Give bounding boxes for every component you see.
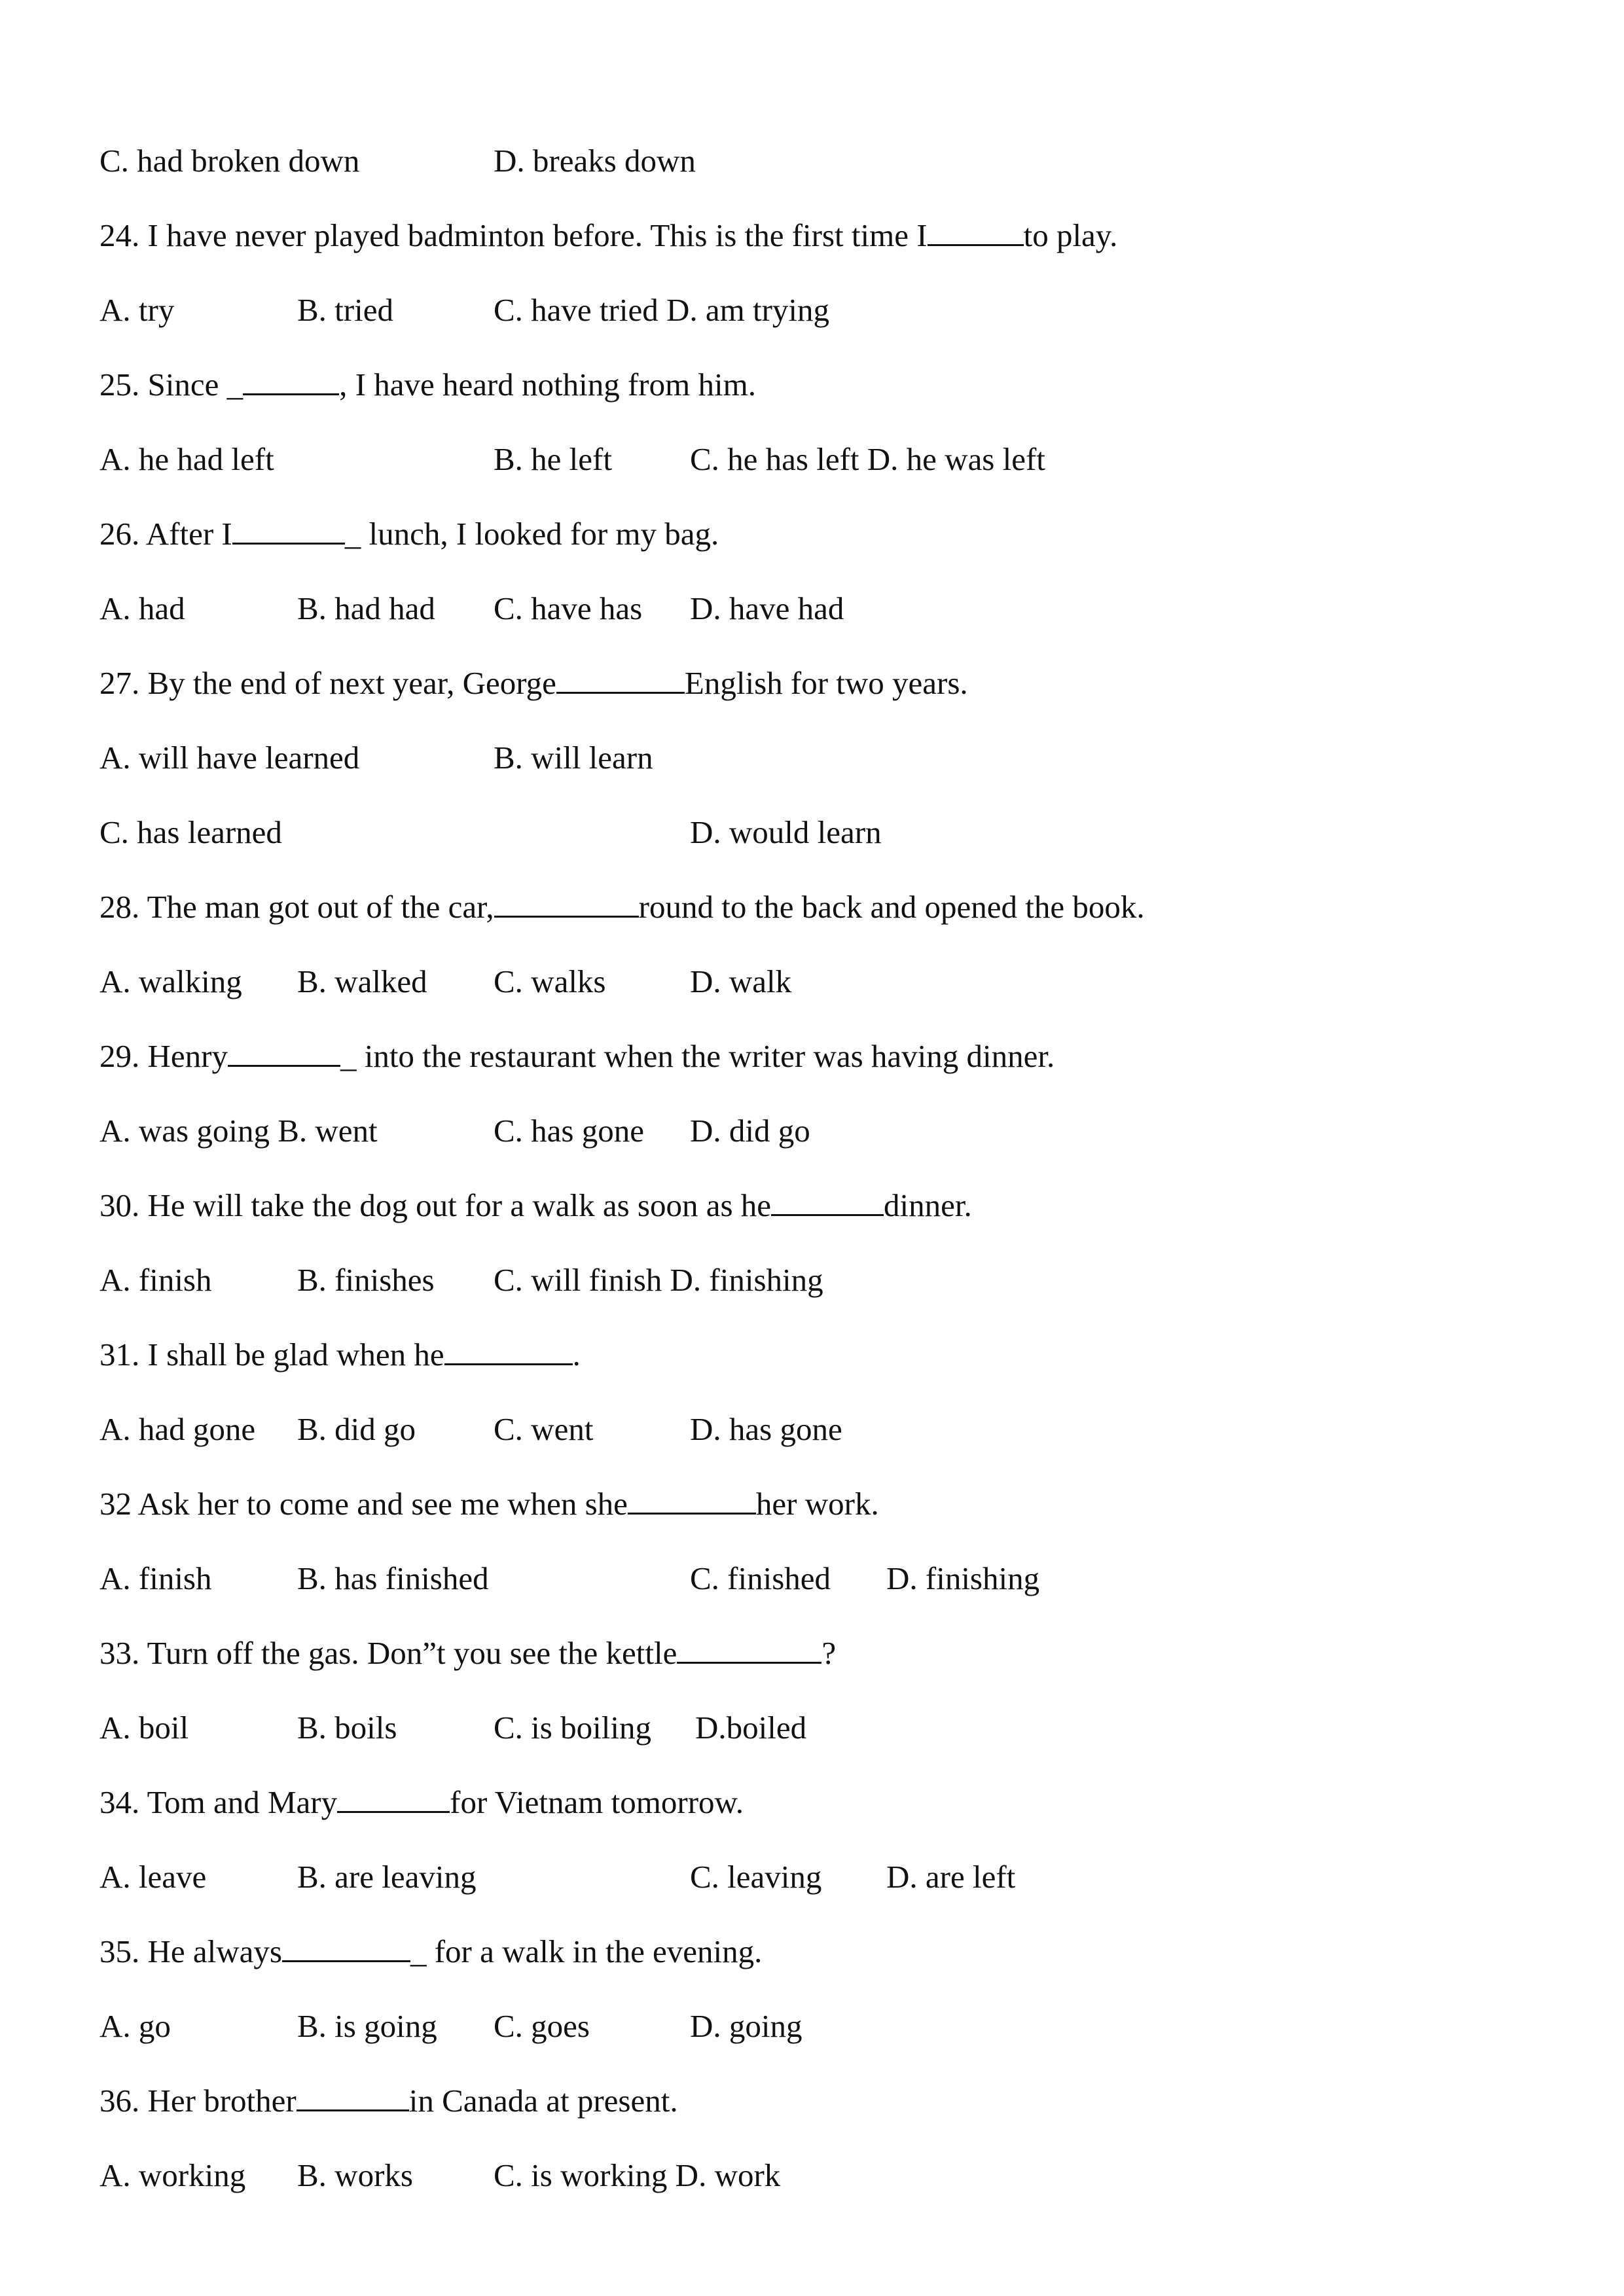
answer-option[interactable]: A. go (99, 2008, 171, 2044)
question-34-options-row-1 (99, 1857, 1147, 1897)
question-36-options-row-1 (99, 2156, 1147, 2195)
question-text: 34. Tom and Mary (99, 1784, 338, 1820)
question-text: 25. Since _ (99, 367, 244, 403)
question-30-options-row-1 (99, 1261, 1147, 1300)
answer-option[interactable]: B. tried (297, 292, 393, 328)
answer-blank[interactable] (928, 218, 1024, 246)
question-29-stem (99, 1037, 1055, 1076)
answer-blank[interactable] (494, 889, 639, 918)
answer-option[interactable]: A. leave (99, 1859, 207, 1895)
answer-blank[interactable] (556, 666, 685, 694)
answer-blank[interactable] (677, 1636, 821, 1664)
answer-option[interactable]: B. has finished (297, 1560, 489, 1596)
question-27-stem (99, 664, 968, 703)
question-text: 26. After I (99, 516, 232, 552)
answer-option[interactable]: A. boil (99, 1710, 189, 1746)
answer-option[interactable]: D.boiled (695, 1710, 807, 1746)
question-36-stem (99, 2081, 678, 2121)
question-text: 27. By the end of next year, George (99, 665, 556, 701)
answer-option[interactable]: C. leaving (690, 1859, 822, 1895)
question-text: round to the back and opened the book. (638, 889, 1145, 925)
question-34-stem (99, 1783, 744, 1822)
question-24-options-row-1 (99, 291, 1147, 330)
answer-option[interactable]: B. boils (297, 1710, 397, 1746)
answer-option[interactable]: D. walk (690, 963, 792, 999)
answer-option[interactable]: D. going (690, 2008, 803, 2044)
question-25-options-row-1 (99, 440, 1147, 479)
answer-option[interactable]: C. have has (494, 590, 643, 626)
question-text: 28. The man got out of the car, (99, 889, 494, 925)
answer-option[interactable]: C. goes (494, 2008, 590, 2044)
question-text: 24. I have never played badminton before. This is the first time I (99, 217, 928, 253)
answer-option[interactable]: C. has gone (494, 1113, 644, 1149)
question-text: dinner. (884, 1187, 972, 1223)
answer-blank[interactable] (771, 1188, 884, 1216)
question-33-options-row-1 (99, 1708, 1147, 1748)
question-text: for Vietnam tomorrow. (450, 1784, 744, 1820)
question-31-stem (99, 1335, 581, 1374)
answer-blank[interactable] (444, 1337, 573, 1365)
answer-option[interactable]: C. went (494, 1411, 594, 1447)
answer-option[interactable]: B. will learn (494, 740, 653, 776)
answer-option[interactable]: D. are left (886, 1859, 1016, 1895)
question-23-options-row-1 (99, 141, 1147, 181)
question-text: 29. Henry (99, 1038, 228, 1074)
question-text: 35. He always (99, 1933, 282, 1969)
question-29-options-row-1 (99, 1111, 1147, 1151)
question-33-stem (99, 1634, 836, 1673)
question-text: _ lunch, I looked for my bag. (344, 516, 719, 552)
answer-option[interactable]: A. had (99, 590, 185, 626)
question-30-stem (99, 1186, 972, 1225)
answer-option[interactable]: B. walked (297, 963, 427, 999)
answer-option[interactable]: B. had had (297, 590, 435, 626)
answer-option[interactable]: A. was going B. went (99, 1113, 378, 1149)
question-text: in Canada at present. (408, 2083, 678, 2119)
question-text: ? (821, 1635, 837, 1671)
question-text: , I have heard nothing from him. (339, 367, 756, 403)
question-text: 36. Her brother (99, 2083, 297, 2119)
answer-blank[interactable] (243, 367, 339, 395)
answer-blank[interactable] (282, 1934, 410, 1962)
answer-option[interactable]: B. works (297, 2157, 413, 2193)
question-27-options-row-1 (99, 738, 1147, 778)
answer-option[interactable]: C. finished (690, 1560, 831, 1596)
answer-option[interactable]: C. had broken down (99, 143, 360, 179)
question-text: 31. I shall be glad when he (99, 1336, 444, 1372)
question-24-stem (99, 216, 1117, 255)
question-35-options-row-1 (99, 2007, 1147, 2046)
answer-option[interactable]: C. walks (494, 963, 606, 999)
question-35-stem (99, 1932, 762, 1971)
answer-blank[interactable] (337, 1785, 450, 1813)
answer-option[interactable]: B. is going (297, 2008, 437, 2044)
answer-option[interactable]: B. are leaving (297, 1859, 477, 1895)
question-28-stem (99, 888, 1145, 927)
answer-option[interactable]: A. will have learned (99, 740, 360, 776)
question-32-stem (99, 1484, 879, 1524)
question-25-stem (99, 365, 756, 404)
answer-option[interactable]: B. he left (494, 441, 612, 477)
question-27-options-row-2 (99, 813, 1147, 852)
answer-option[interactable]: A. finish (99, 1560, 212, 1596)
answer-option[interactable]: C. is working D. work (494, 2157, 781, 2193)
answer-option[interactable]: A. try (99, 292, 175, 328)
question-text: . (572, 1336, 581, 1372)
question-text: 30. He will take the dog out for a walk as soon as he (99, 1187, 772, 1223)
question-32-options-row-1 (99, 1559, 1147, 1598)
answer-option[interactable]: D. have had (690, 590, 844, 626)
question-text: to play. (1023, 217, 1118, 253)
answer-option[interactable]: C. have tried D. am trying (494, 292, 830, 328)
answer-blank[interactable] (232, 516, 345, 545)
answer-option[interactable]: D. would learn (690, 814, 882, 850)
answer-option[interactable]: C. he has left D. he was left (690, 441, 1045, 477)
answer-option[interactable]: A. finish (99, 1262, 212, 1298)
question-text: her work. (755, 1486, 879, 1522)
answer-option[interactable]: A. working (99, 2157, 246, 2193)
question-text: _ into the restaurant when the writer was having dinner. (340, 1038, 1055, 1074)
answer-option[interactable]: B. did go (297, 1411, 416, 1447)
answer-option[interactable]: D. finishing (886, 1560, 1040, 1596)
answer-option[interactable]: A. he had left (99, 441, 274, 477)
question-28-options-row-1 (99, 962, 1147, 1001)
answer-option[interactable]: D. has gone (690, 1411, 842, 1447)
answer-option[interactable]: B. finishes (297, 1262, 435, 1298)
question-26-options-row-1 (99, 589, 1147, 628)
answer-blank[interactable] (228, 1039, 340, 1067)
question-text: _ for a walk in the evening. (410, 1933, 763, 1969)
answer-option[interactable]: A. walking (99, 963, 242, 999)
answer-blank[interactable] (628, 1486, 756, 1515)
answer-option[interactable]: C. is boiling (494, 1710, 651, 1746)
answer-option[interactable]: C. will finish D. finishing (494, 1262, 823, 1298)
question-text: 33. Turn off the gas. Don”t you see the kettle (99, 1635, 677, 1671)
question-text: 32 Ask her to come and see me when she (99, 1486, 628, 1522)
question-text: English for two years. (684, 665, 968, 701)
answer-blank[interactable] (297, 2083, 409, 2111)
answer-option[interactable]: D. breaks down (494, 143, 696, 179)
question-31-options-row-1 (99, 1410, 1147, 1449)
answer-option[interactable]: A. had gone (99, 1411, 256, 1447)
answer-option[interactable]: C. has learned (99, 814, 282, 850)
question-26-stem (99, 514, 719, 554)
answer-option[interactable]: D. did go (690, 1113, 810, 1149)
